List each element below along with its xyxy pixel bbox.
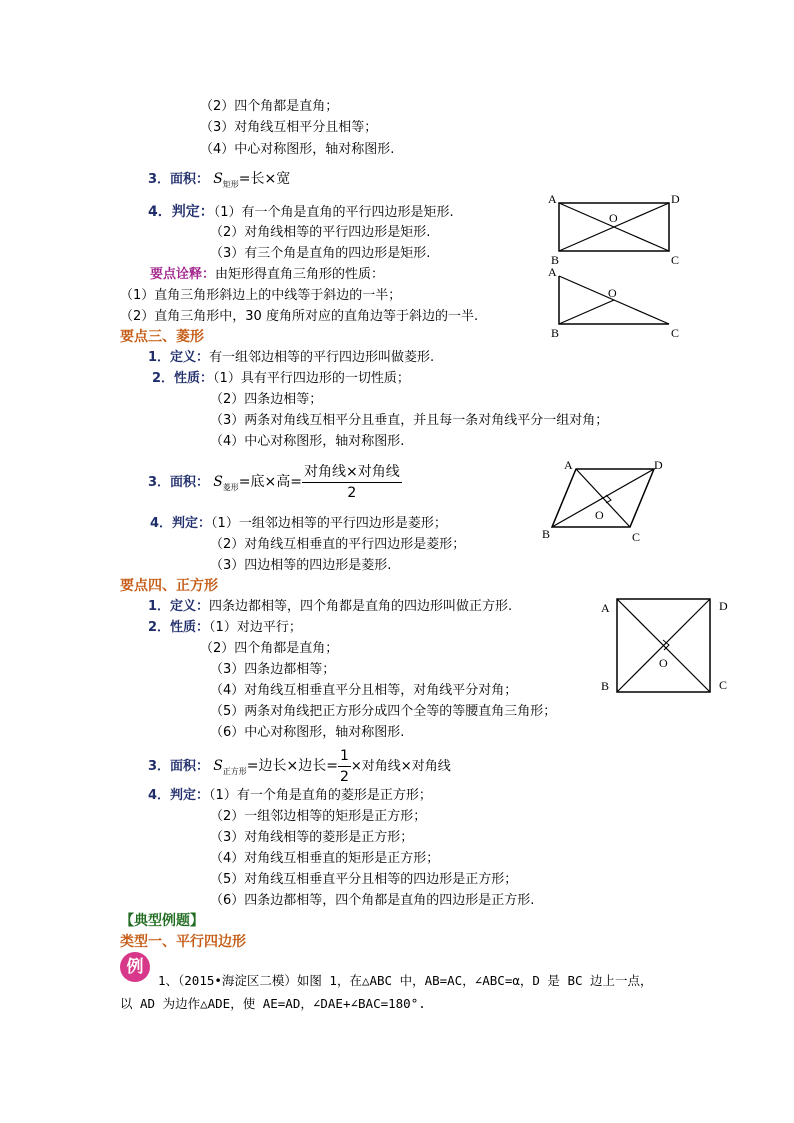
- rect-property-3: （3）对角线互相平分且相等；: [200, 120, 378, 135]
- rect-note-label: 要点诠释：: [150, 267, 216, 282]
- rhombus-prop-1-text: （1）具有平行四边形的一切性质；: [213, 371, 410, 386]
- square-area-tail: ×对角线×对角线: [350, 759, 451, 774]
- tri-label-o: O: [608, 286, 617, 300]
- rect-judge-3: （3）有三个角是直角的四边形是矩形.: [210, 246, 431, 261]
- square-prop-label: 2．性质：: [148, 620, 210, 635]
- square-def-label: 1．定义：: [148, 599, 210, 614]
- square-area-label: 3．面积：: [148, 759, 210, 774]
- square-property-5: （5）两条对角线把正方形分成四个全等的等腰直角三角形；: [210, 704, 557, 719]
- example-type-1: 类型一、平行四边形: [120, 934, 246, 950]
- square-property-2: （2）四个角都是直角；: [200, 641, 339, 656]
- square-property-3: （3）四条边都相等；: [210, 662, 336, 677]
- rhombus-property-2: （2）四条边相等；: [210, 392, 323, 407]
- tri-label-b: B: [551, 326, 560, 340]
- rect-area-formula: =长×宽: [238, 171, 291, 187]
- rhombus-property-1: [152, 370, 410, 388]
- rhombus-def-label: 1．定义：: [148, 350, 210, 365]
- rhombus-definition: [148, 349, 434, 367]
- square-frac-den: 2: [339, 769, 349, 785]
- rect-judge-1-text: （1）有一个角是直角的平行四边形是矩形.: [213, 205, 454, 220]
- rhombus-label-a: A: [564, 458, 573, 472]
- square-label-a: A: [601, 601, 610, 615]
- rhombus-label-b: B: [542, 527, 551, 541]
- square-area-s: S: [213, 758, 223, 774]
- square-label-o: O: [659, 656, 668, 670]
- example-question-line-2: 以 AD 为边作△ADE，使 AE=AD，∠DAE+∠BAC=180°.: [120, 996, 426, 1011]
- rhombus-prop-label: 2．性质：: [152, 371, 214, 386]
- square-figure: [595, 592, 735, 700]
- square-judge-1: [148, 787, 432, 805]
- rect-area-s: S: [213, 171, 223, 187]
- tri-label-c: C: [671, 326, 680, 340]
- rect-judge-label: 4．判定：: [148, 204, 214, 220]
- rhombus-area: [148, 462, 402, 503]
- rhombus-label-d: D: [654, 458, 663, 472]
- square-property-6: （6）中心对称图形，轴对称图形.: [210, 725, 405, 740]
- rhombus-label-c: C: [632, 530, 641, 544]
- square-judge-3: （3）对角线相等的菱形是正方形；: [210, 830, 414, 845]
- rhombus-figure: [538, 455, 678, 545]
- rect-note-2: （2）直角三角形中，30 度角所对应的直角边等于斜边的一半.: [120, 309, 479, 324]
- square-judge-1-text: （1）有一个角是直角的菱形是正方形；: [209, 788, 432, 803]
- rect-note-text: 由矩形得直角三角形的性质：: [215, 267, 385, 282]
- square-judge-label: 4．判定：: [148, 788, 210, 803]
- square-label-b: B: [601, 679, 610, 693]
- rect-label-d: D: [671, 192, 680, 206]
- tri-label-a: A: [548, 265, 557, 279]
- square-property-4: （4）对角线互相垂直平分且相等，对角线平分对角；: [210, 683, 518, 698]
- square-area-formula: =边长×边长=: [246, 758, 338, 774]
- rect-area-label: 3．面积：: [148, 172, 210, 187]
- rhombus-frac-num: 对角线×对角线: [302, 462, 402, 483]
- rhombus-def-text: 有一组邻边相等的平行四边形叫做菱形.: [209, 350, 435, 365]
- rect-label-o: O: [609, 211, 618, 225]
- rect-label-a: A: [548, 192, 557, 206]
- rect-label-b: B: [551, 253, 560, 267]
- rhombus-judge-1-text: （1）一组邻边相等的平行四边形是菱形；: [211, 516, 447, 531]
- rect-area: [148, 170, 290, 190]
- rhombus-area-s: S: [213, 474, 223, 490]
- square-def-text: 四条边都相等，四个角都是直角的四边形叫做正方形.: [209, 599, 513, 614]
- square-judge-6: （6）四条边都相等，四个角都是直角的四边形是正方形.: [210, 893, 535, 908]
- square-judge-5: （5）对角线互相垂直平分且相等的四边形是正方形；: [210, 872, 518, 887]
- square-definition: [148, 598, 512, 616]
- rhombus-property-4: （4）中心对称图形，轴对称图形.: [210, 434, 405, 449]
- rect-property-4: （4）中心对称图形，轴对称图形.: [200, 142, 395, 157]
- rect-property-2: （2）四个角都是直角；: [200, 99, 339, 114]
- rhombus-area-fraction: [302, 462, 402, 503]
- square-judge-2: （2）一组邻边相等的矩形是正方形；: [210, 809, 427, 824]
- rhombus-property-3: （3）两条对角线互相平分且垂直，并且每一条对角线平分一组对角；: [210, 413, 609, 428]
- rhombus-area-formula: =底×高=: [238, 474, 302, 490]
- rhombus-area-label: 3．面积：: [148, 475, 210, 490]
- rhombus-heading: 要点三、菱形: [120, 329, 204, 345]
- square-area-fraction: [338, 746, 351, 787]
- square-label-d: D: [719, 599, 728, 613]
- square-label-c: C: [719, 678, 728, 692]
- rect-area-sub: 矩形: [222, 180, 239, 189]
- rect-note-1: （1）直角三角形斜边上的中线等于斜边的一半；: [120, 288, 402, 303]
- rhombus-judge-3: （3）四边相等的四边形是菱形.: [210, 558, 392, 573]
- rhombus-area-sub: 菱形: [222, 483, 239, 492]
- rhombus-frac-den: 2: [347, 485, 357, 501]
- rect-judge-1: [148, 203, 454, 222]
- triangle-median: [559, 300, 614, 324]
- rhombus-label-o: O: [595, 508, 604, 522]
- square-heading: 要点四、正方形: [120, 578, 218, 594]
- square-prop-1-text: （1）对边平行；: [209, 620, 302, 635]
- square-area: [148, 746, 451, 787]
- square-frac-num: 1: [338, 746, 351, 767]
- rhombus-judge-1: [150, 515, 447, 533]
- square-property-1: [148, 619, 302, 637]
- rhombus-judge-2: （2）对角线互相垂直的平行四边形是菱形；: [210, 537, 466, 552]
- example-question-line-1: 1、（2015•海淀区二模）如图 1，在△ABC 中，AB=AC，∠ABC=α，D 是 BC 边上一点，: [158, 973, 653, 988]
- rectangle-figure: [540, 190, 690, 268]
- right-triangle-figure: [540, 264, 690, 340]
- rect-judge-2: （2）对角线相等的平行四边形是矩形.: [210, 225, 431, 240]
- examples-heading: 【典型例题】: [120, 913, 204, 929]
- example-badge: 例: [120, 952, 150, 982]
- square-area-sub: 正方形: [222, 767, 247, 776]
- rect-note: [150, 266, 384, 284]
- rect-label-c: C: [671, 253, 680, 267]
- rhombus-judge-label: 4．判定：: [150, 516, 212, 531]
- square-judge-4: （4）对角线互相垂直的矩形是正方形；: [210, 851, 440, 866]
